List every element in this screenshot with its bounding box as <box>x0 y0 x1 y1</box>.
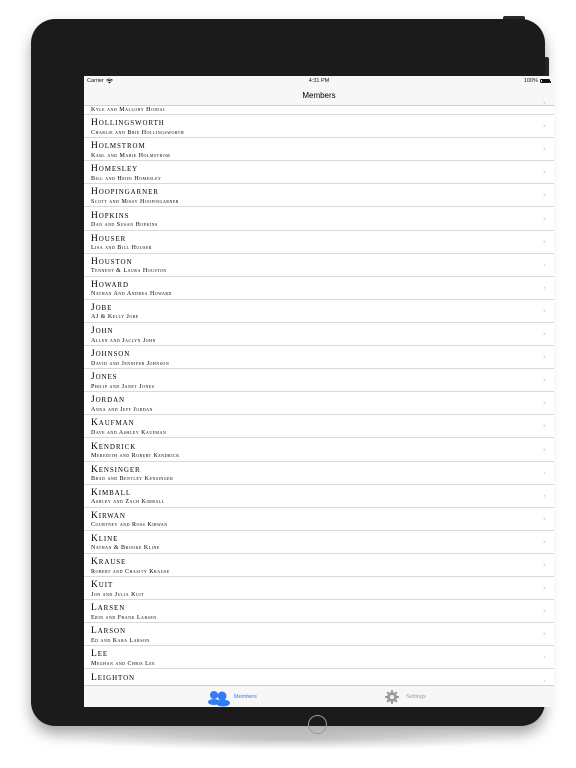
member-names: Ashley and Zach Kimball <box>91 499 165 506</box>
tab-settings-label: Settings <box>406 694 426 700</box>
member-row[interactable] <box>84 92 554 115</box>
member-row[interactable] <box>84 554 554 577</box>
family-name: Kline <box>91 533 119 544</box>
member-row[interactable] <box>84 531 554 554</box>
family-name: Johnson <box>91 349 131 360</box>
family-name: John <box>91 326 114 336</box>
chevron-right-icon: › <box>542 121 546 131</box>
member-names: Ed and Kara Larson <box>91 637 150 644</box>
member-names: Dave and Ashley Kaufman <box>91 429 167 436</box>
chevron-right-icon: › <box>542 375 546 385</box>
member-row[interactable] <box>84 485 554 508</box>
family-name: Kaufman <box>91 418 135 429</box>
member-row[interactable] <box>84 623 554 646</box>
member-names: Scott and Missy Hoopingarner <box>91 198 179 205</box>
family-name: Kirwan <box>91 510 126 521</box>
member-row[interactable] <box>84 346 554 369</box>
family-name: Howard <box>91 279 129 290</box>
member-row[interactable] <box>84 115 554 138</box>
home-button[interactable] <box>308 715 327 734</box>
family-name: Leighton <box>91 672 135 683</box>
carrier-label: Carrier <box>87 78 104 84</box>
chevron-right-icon: › <box>542 236 546 246</box>
chevron-right-icon: › <box>542 606 546 616</box>
member-names: Nathan And Andrea Howard <box>91 291 172 298</box>
tab-members[interactable] <box>208 686 257 708</box>
family-name: Hoopingarner <box>91 187 159 198</box>
family-name: Kuit <box>91 580 114 591</box>
chevron-right-icon: › <box>542 675 546 685</box>
chevron-right-icon: › <box>542 329 546 338</box>
member-row[interactable] <box>84 577 554 600</box>
member-names: David and Jennifer Johnson <box>91 360 170 367</box>
family-name: Houston <box>91 256 133 267</box>
chevron-right-icon: › <box>542 213 546 223</box>
member-row[interactable] <box>84 208 554 231</box>
status-right <box>524 78 550 84</box>
chevron-right-icon: › <box>542 629 546 639</box>
tab-members-label: Members <box>234 694 257 700</box>
member-names: Nathan & Brooke Kline <box>91 545 160 552</box>
member-row[interactable] <box>84 184 554 207</box>
member-names: Erin and Frank Larsen <box>91 614 157 621</box>
tab-settings[interactable] <box>382 686 426 708</box>
family-name: Hollingsworth <box>91 118 165 129</box>
family-name: Lee <box>91 649 109 660</box>
chevron-right-icon: › <box>542 144 546 154</box>
member-row[interactable] <box>84 254 554 277</box>
chevron-right-icon: › <box>542 513 546 523</box>
member-row[interactable] <box>84 323 554 346</box>
chevron-right-icon: › <box>542 167 546 177</box>
chevron-right-icon: › <box>542 305 546 315</box>
member-row[interactable] <box>84 462 554 485</box>
member-row[interactable] <box>84 415 554 438</box>
member-names: Meredith and Robert Kendrick <box>91 453 180 459</box>
member-names: Charlie and Brie Hollingsworth <box>91 129 185 136</box>
ipad-frame <box>31 19 545 726</box>
chevron-right-icon: › <box>542 352 546 362</box>
nav-title: Members <box>302 91 336 100</box>
family-name: Homesley <box>91 164 139 175</box>
member-names: Jon and Julia Kuit <box>91 591 145 598</box>
family-name: Larson <box>91 626 126 637</box>
chevron-right-icon: › <box>542 536 546 546</box>
device-shadow <box>60 728 516 750</box>
status-time: 4:31 PM <box>308 78 330 84</box>
family-name: Kensinger <box>91 464 141 475</box>
app-screen <box>84 76 554 707</box>
member-names: Dan and Susan Hopkins <box>91 222 158 228</box>
family-name: Hopkins <box>91 210 130 221</box>
member-names: Karl and Marie Holmstrom <box>91 152 171 159</box>
member-names: Bill and Heidi Homesley <box>91 175 162 182</box>
chevron-right-icon: › <box>542 259 546 269</box>
tab-bar <box>84 685 554 707</box>
chevron-right-icon: › <box>542 190 546 200</box>
member-names: Philip and Janet Jones <box>91 383 155 390</box>
member-names: Lisa and Bill Houser <box>91 245 152 252</box>
family-name: Houser <box>91 233 127 244</box>
member-names: Kyle and Mallory Hoidal <box>91 106 166 113</box>
member-names: Brad and Bentley Kensinger <box>91 476 174 483</box>
family-name: Larsen <box>91 603 126 614</box>
member-row[interactable] <box>84 392 554 415</box>
chevron-right-icon: › <box>542 467 546 477</box>
member-row[interactable] <box>84 231 554 254</box>
chevron-right-icon: › <box>542 444 546 454</box>
member-row[interactable] <box>84 369 554 392</box>
family-name: Krause <box>91 557 127 567</box>
chevron-right-icon: › <box>542 652 546 662</box>
member-names: Meghan and Chris Lee <box>91 660 156 667</box>
member-row[interactable] <box>84 600 554 623</box>
chevron-right-icon: › <box>542 421 546 431</box>
members-list[interactable] <box>84 98 554 685</box>
chevron-right-icon: › <box>542 282 546 292</box>
family-name: Holmstrom <box>91 141 146 152</box>
member-row[interactable] <box>84 508 554 531</box>
chevron-right-icon: › <box>542 490 546 500</box>
family-name: Jobe <box>91 302 113 313</box>
member-names: Tennent & Laura Houston <box>91 268 167 275</box>
chevron-right-icon: › <box>542 98 546 107</box>
member-row[interactable] <box>84 439 554 462</box>
family-name: Kendrick <box>91 441 137 452</box>
member-names: Robert and Chasity Krause <box>91 568 170 575</box>
family-name: Jordan <box>91 395 125 406</box>
member-row[interactable] <box>84 138 554 161</box>
member-names: Anna and Jeff Jordan <box>91 406 153 413</box>
member-row[interactable] <box>84 646 554 669</box>
chevron-right-icon: › <box>542 560 546 569</box>
chevron-right-icon: › <box>542 583 546 593</box>
battery-percent: 100% <box>523 78 538 84</box>
member-row[interactable] <box>84 161 554 184</box>
people-icon <box>208 690 230 704</box>
member-names: Allen and Jaclyn John <box>91 337 156 344</box>
member-row[interactable] <box>84 277 554 300</box>
gear-icon <box>382 690 402 704</box>
battery-icon <box>540 79 550 84</box>
family-name: Kimball <box>91 487 131 498</box>
member-names: AJ & Kelly Jobe <box>91 314 139 321</box>
member-names: Courtney and Ross Kirwan <box>91 522 168 529</box>
family-name: Jones <box>91 372 118 383</box>
status-bar <box>84 76 554 87</box>
chevron-right-icon: › <box>542 398 546 408</box>
member-row[interactable] <box>84 300 554 323</box>
